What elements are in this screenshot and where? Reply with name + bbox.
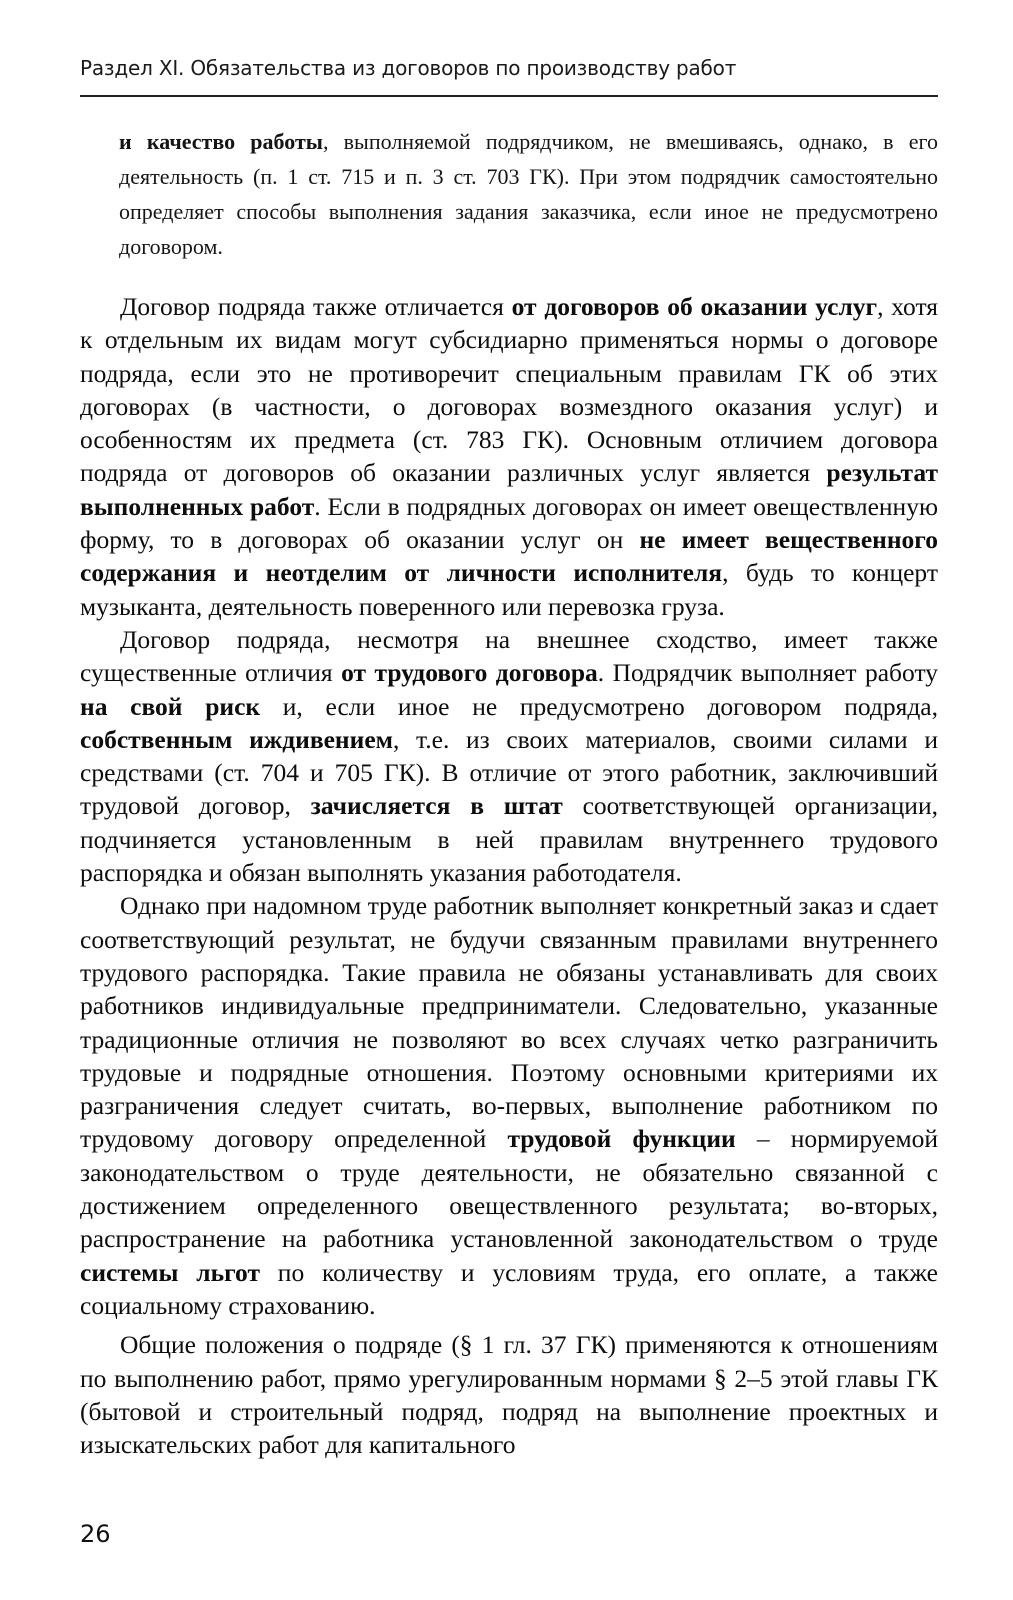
p1-bold-1: от договоров об оказании услуг	[511, 292, 878, 321]
p2-bold-1: от трудового договора	[341, 658, 598, 688]
p2-bold-3: собственным иждивением	[80, 724, 394, 754]
paragraph-services	[80, 290, 938, 623]
p1-text-2: , хотя к отдельным их видам могут субсидиарно применяться нормы о договоре подряда, если это не противоречит специальным правилам ГК об этих договорах (в частности, о договорах возмездного оказания услуг) и особенностям их предмета (ст. 783 ГК). Основным отличием договора подряда от договоров об оказании различных услуг является	[80, 292, 938, 488]
p3-text-2: – нормируемой законодательством о труде деятельности, не обязательно связанной с достижением определенного овеществленного результата; во-вторых, распространение на работника установленной законодательством о труде	[80, 1124, 938, 1254]
p3-bold-1: трудовой функции	[507, 1124, 736, 1154]
intro-text-1: , выполняемой подрядчиком, не вмешиваясь, однако, в его деятельность (п. 1 ст. 715 и п. 3 ст. 703 ГК). При этом подрядчик самостоятельно определяет способы выполнения задания заказчика, если иное не предусмотрено договором.	[119, 129, 938, 259]
p2-text-5: соответствующей организации, подчиняется установленным в ней правилам внутреннего трудового распорядка и обязан выполнять указания работодателя.	[80, 791, 938, 888]
running-header: Раздел XI. Обязательства из договоров по производству работ	[80, 56, 737, 80]
paragraph-labor-contract	[80, 623, 938, 889]
p3-text-3: по количеству и условиям труда, его оплате, а также социальному страхованию.	[80, 1257, 938, 1320]
p1-text-4: , будь то концерт музыканта, деятельность поверенного или перевозка груза.	[80, 558, 938, 621]
p2-text-3: и, если иное не предусмотрено договором подряда,	[260, 691, 938, 721]
p2-bold-4: зачисляется в штат	[310, 791, 563, 821]
p2-text-1: Договор подряда, несмотря на внешнее сходство, имеет также существенные отличия	[80, 624, 938, 688]
p2-text-4: , т.е. из своих материалов, своими силами и средствами (ст. 704 и 705 ГК). В отличие от этого работник, заключивший трудовой договор,	[80, 724, 939, 821]
p3-bold-2: системы льгот	[80, 1257, 260, 1287]
p1-bold-2: результат выполненных работ	[80, 458, 938, 521]
p1-text-1: Договор подряда также отличается	[120, 292, 512, 321]
p3-text-1: Однако при надомном труде работник выполняет конкретный заказ и сдает соответствующий результат, не будучи связанным правилами внутреннего трудового распорядка. Такие правила не обязаны устанавливать для своих работников индивидуальные предприниматели. Следовательно, указанные традиционные отличия не позволяют во всех случаях четко разграничить трудовые и подрядные отношения. Поэтому основными критериями их разграничения следует считать, во-первых, выполнение работником по трудовому договору определенной	[80, 891, 938, 1154]
p2-bold-2: на свой риск	[80, 691, 261, 721]
intro-paragraph	[119, 124, 938, 264]
p4-text-1: Общие положения о подряде (§ 1 гл. 37 ГК) применяются к отношениям по выполнению работ, прямо урегулированным нормами § 2–5 этой главы ГК (бытовой и строительный подряд, подряд на выполнение проектных и изыскательских работ для капитального	[80, 1330, 938, 1460]
intro-bold-1: и качество работы	[119, 129, 323, 154]
paragraph-general-provisions	[80, 1328, 938, 1461]
p1-text-3: . Если в подрядных договорах он имеет овеществленную форму, то в договорах об оказании услуг он	[80, 491, 939, 555]
paragraph-home-work	[80, 889, 938, 1322]
page-number: 26	[80, 1520, 111, 1548]
p1-bold-3: не имеет вещественного содержания и неотделим от личности исполнителя	[80, 525, 939, 588]
header-rule	[80, 95, 938, 97]
body-text	[80, 290, 938, 1461]
p2-text-2: . Подрядчик выполняет работу	[597, 658, 939, 688]
